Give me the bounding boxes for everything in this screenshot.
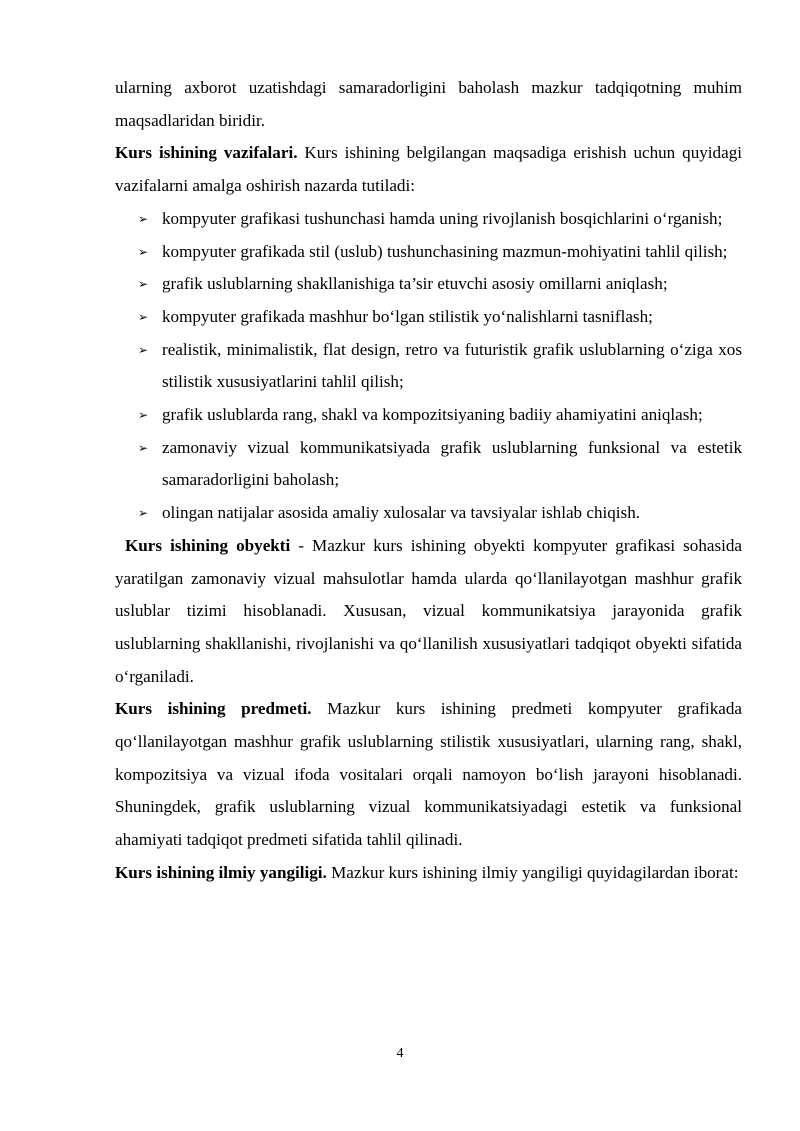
object-heading: Kurs ishining obyekti <box>125 535 291 555</box>
subject-paragraph <box>115 693 742 857</box>
list-item-text: zamonaviy vizual kommunikatsiyada grafik uslublarning funksional va estetik samaradorligini baholash; <box>162 437 742 490</box>
list-item-text: olingan natijalar asosida amaliy xulosalar va tavsiyalar ishlab chiqish. <box>162 503 641 523</box>
subject-heading: Kurs ishining predmeti. <box>115 699 312 719</box>
list-item <box>115 399 742 432</box>
list-item-text: kompyuter grafikada stil (uslub) tushunchasining mazmun-mohiyatini tahlil qilish; <box>162 241 728 261</box>
page-number: 4 <box>396 1046 404 1061</box>
tasks-intro-text: Kurs ishining belgilangan maqsadiga erishish uchun quyidagi vazifalarni amalga oshirish nazarda tutiladi: <box>115 143 742 196</box>
arrowhead-bullet-icon: ➢ <box>138 244 149 259</box>
list-item <box>115 203 742 236</box>
arrowhead-bullet-icon: ➢ <box>138 211 149 226</box>
arrowhead-bullet-icon: ➢ <box>138 408 149 423</box>
list-item-text: grafik uslublarda rang, shakl va kompozitsiyaning badiiy ahamiyatini aniqlash; <box>162 405 703 425</box>
tasks-paragraph <box>115 137 742 202</box>
list-item-text: grafik uslublarning shakllanishiga ta’sir etuvchi asosiy omillarni aniqlash; <box>162 274 668 294</box>
list-item <box>115 497 742 530</box>
list-item-text: realistik, minimalistik, flat design, retro va futuristik grafik uslublarning o‘ziga xos stilistik xususiyatlarini tahlil qilish; <box>162 339 742 392</box>
object-text: - Mazkur kurs ishining obyekti kompyuter grafikasi sohasida yaratilgan zamonaviy vizual mahsulotlar hamda ularda qo‘llanilayotgan mashhur grafik uslublar tizimi hisoblanadi. Xususan, vizual kommunikatsiya jarayonida grafik uslublarning shakllanishi, rivojlanishi va qo‘llanilish xususiyatlari tadqiqot obyekti sifatida o‘rganiladi. <box>115 535 742 686</box>
intro-paragraph <box>115 72 742 137</box>
intro-text: ularning axborot uzatishdagi samaradorligini baholash mazkur tadqiqotning muhim maqsadlaridan biridir. <box>115 78 742 130</box>
tasks-heading: Kurs ishining vazifalari. <box>115 143 298 163</box>
list-item <box>115 432 742 497</box>
arrowhead-bullet-icon: ➢ <box>138 506 149 521</box>
list-item <box>115 301 742 334</box>
list-item <box>115 268 742 301</box>
tasks-list <box>115 203 742 530</box>
arrowhead-bullet-icon: ➢ <box>138 342 149 357</box>
subject-text: Mazkur kurs ishining predmeti kompyuter grafikada qo‘llanilayotgan mashhur grafik uslublarning stilistik xususiyatlari, ularning rang, shakl, kompozitsiya va vizual ifoda vositalari orqali namoyon bo‘lish jarayoni hisoblanadi. Shuningdek, grafik uslublarning vizual kommunikatsiyadagi estetik va funksional ahamiyati tadqiqot predmeti sifatida tahlil qilinadi. <box>115 699 742 850</box>
list-item <box>115 236 742 269</box>
object-paragraph <box>115 530 742 694</box>
novelty-heading: Kurs ishining ilmiy yangiligi. <box>115 862 327 882</box>
novelty-paragraph <box>115 857 742 890</box>
list-item-text: kompyuter grafikasi tushunchasi hamda uning rivojlanish bosqichlarini o‘rganish; <box>162 208 723 228</box>
arrowhead-bullet-icon: ➢ <box>138 440 149 455</box>
arrowhead-bullet-icon: ➢ <box>138 277 149 292</box>
novelty-text: Mazkur kurs ishining ilmiy yangiligi quyidagilardan iborat: <box>326 862 739 882</box>
list-item-text: kompyuter grafikada mashhur bo‘lgan stilistik yo‘nalishlarni tasniflash; <box>162 306 653 326</box>
page-body <box>115 72 742 890</box>
list-item <box>115 334 742 399</box>
arrowhead-bullet-icon: ➢ <box>138 309 149 324</box>
